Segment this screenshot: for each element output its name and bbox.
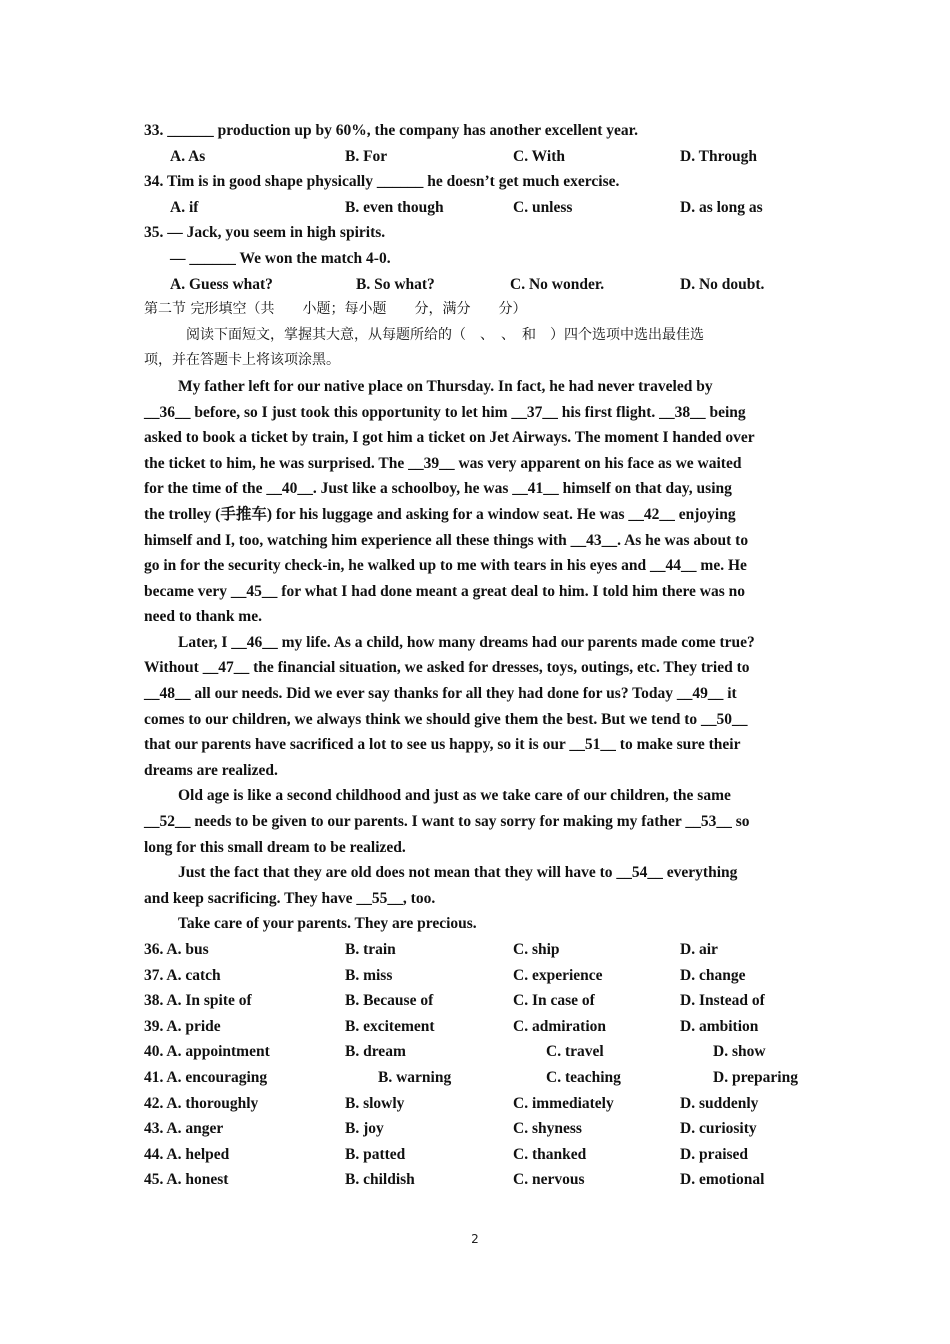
option-d: D. preparing [713, 1068, 798, 1086]
passage-line: for the time of the __40__. Just like a schoolboy, he was __41__ himself on that day, using [144, 480, 732, 498]
passage-line: the ticket to him, he was surprised. The __39__ was very apparent on his face as we waited [144, 454, 742, 472]
option-c: C. unless [513, 198, 573, 216]
option-d: D. ambition [680, 1017, 759, 1035]
option-c: C. thanked [513, 1145, 587, 1163]
passage-line: comes to our children, we always think we should give them the best. But we tend to __50__ [144, 710, 748, 728]
option-a: 38. A. In spite of [144, 992, 252, 1010]
passage-line: Just the fact that they are old does not mean that they will have to __54__ everything [178, 864, 738, 882]
question-35-reply: — ______ We won the match 4-0. [170, 249, 391, 267]
option-d: D. No doubt. [680, 275, 765, 293]
option-c: C. immediately [513, 1094, 614, 1112]
question-35-stem: 35. — Jack, you seem in high spirits. [144, 224, 386, 242]
option-a: 39. A. pride [144, 1017, 221, 1035]
option-b: B. For [345, 147, 388, 165]
option-b: B. joy [345, 1120, 384, 1138]
cloze-options-44 [144, 1142, 814, 1168]
passage-line: himself and I, too, watching him experience all these things with __43__. As he was about to [144, 531, 749, 549]
option-c: C. experience [513, 966, 603, 984]
question-35-options [144, 272, 814, 298]
passage-line: asked to book a ticket by train, I got him a ticket on Jet Airways. The moment I handed over [144, 429, 755, 447]
option-a: 43. A. anger [144, 1120, 224, 1138]
passage-line: __52__ needs to be given to our parents. I want to say sorry for making my father __53__ so [144, 813, 750, 831]
option-d: D. emotional [680, 1171, 765, 1189]
option-b: B. even though [345, 198, 444, 216]
passage-line: My father left for our native place on Thursday. In fact, he had never traveled by [178, 377, 713, 395]
question-33-stem: 33. ______ production up by 60%, the company has another excellent year. [144, 122, 639, 139]
cloze-options-40 [144, 1039, 814, 1065]
passage-line: Old age is like a second childhood and just as we take care of our children, the same [178, 787, 731, 805]
option-d: D. Through [680, 147, 757, 165]
passage-line: need to thank me. [144, 608, 262, 626]
passage-line: go in for the security check-in, he walked up to me with tears in his eyes and __44__ me. He [144, 557, 747, 575]
passage-line: Without __47__ the financial situation, we asked for dresses, toys, outings, etc. They tried to [144, 659, 750, 677]
page-number: 2 [471, 1232, 479, 1246]
option-c: C. nervous [513, 1171, 585, 1189]
option-b: B. So what? [356, 275, 435, 293]
option-c: C. travel [546, 1043, 604, 1061]
option-b: B. slowly [345, 1094, 405, 1112]
option-b: B. warning [378, 1068, 452, 1086]
option-c: C. ship [513, 941, 560, 958]
passage-line: that our parents have sacrificed a lot to see us happy, so it is our __51__ to make sure their [144, 736, 741, 754]
passage-line: dreams are realized. [144, 761, 278, 779]
passage-line: became very __45__ for what I had done meant a great deal to him. I told him there was no [144, 582, 746, 600]
cloze-options-37 [144, 963, 814, 989]
instruction-line-2: 项，并在答题卡上将该项涂黑。 [144, 352, 340, 369]
section-title: 第二节 完形填空（共 小题；每小题 分，满分 分） [144, 301, 527, 318]
option-d: D. show [713, 1043, 766, 1061]
question-34-options [144, 195, 814, 221]
option-a: A. if [170, 198, 199, 216]
option-a: 45. A. honest [144, 1171, 229, 1189]
page-content [144, 118, 814, 1193]
cloze-options-36 [144, 937, 814, 963]
passage-line: the trolley (手推车) for his luggage and asking for a window seat. He was __42__ enjoying [144, 505, 736, 523]
passage-line: and keep sacrificing. They have __55__, too. [144, 889, 436, 907]
option-c: C. admiration [513, 1017, 606, 1035]
passage-line: Take care of your parents. They are precious. [178, 915, 477, 933]
passage-line: Later, I __46__ my life. As a child, how many dreams had our parents made come true? [178, 633, 755, 651]
cloze-options-41 [144, 1065, 814, 1091]
option-b: B. miss [345, 966, 393, 984]
cloze-options-43 [144, 1116, 814, 1142]
passage-line: __36__ before, so I just took this opportunity to let him __37__ his first flight. __38__ being [144, 403, 746, 421]
question-33-options [144, 144, 814, 170]
cloze-options-39 [144, 1014, 814, 1040]
option-c: C. In case of [513, 992, 595, 1010]
option-a: 44. A. helped [144, 1145, 230, 1163]
passage-line: __48__ all our needs. Did we ever say thanks for all they had done for us? Today __49__ it [144, 685, 737, 703]
option-b: B. dream [345, 1043, 406, 1061]
option-d: D. curiosity [680, 1120, 757, 1138]
option-a: 37. A. catch [144, 966, 221, 984]
option-a: 42. A. thoroughly [144, 1094, 259, 1112]
option-d: D. air [680, 941, 718, 958]
instruction-line-1: 阅读下面短文，掌握其大意，从每题所给的（ 、 、 和 ）四个选项中选出最佳选 [186, 326, 704, 343]
option-d: D. suddenly [680, 1094, 759, 1112]
option-c: C. shyness [513, 1120, 582, 1138]
option-d: D. as long as [680, 198, 763, 216]
option-a: A. As [170, 147, 206, 165]
option-b: B. Because of [345, 992, 434, 1010]
option-a: A. Guess what? [170, 275, 273, 293]
cloze-options-45 [144, 1167, 814, 1193]
option-c: C. With [513, 147, 565, 165]
passage-line: long for this small dream to be realized. [144, 838, 406, 856]
option-b: B. patted [345, 1145, 406, 1163]
option-d: D. change [680, 966, 746, 984]
option-d: D. praised [680, 1145, 749, 1163]
option-d: D. Instead of [680, 992, 765, 1010]
option-b: B. childish [345, 1171, 415, 1189]
option-a: 36. A. bus [144, 941, 209, 958]
cloze-options-38 [144, 988, 814, 1014]
option-b: B. train [345, 941, 396, 958]
question-34-stem: 34. Tim is in good shape physically ______ he doesn’t get much exercise. [144, 173, 620, 191]
option-a: 40. A. appointment [144, 1043, 270, 1061]
option-a: 41. A. encouraging [144, 1068, 268, 1086]
option-c: C. No wonder. [510, 275, 605, 293]
option-b: B. excitement [345, 1017, 435, 1035]
option-c: C. teaching [546, 1068, 621, 1086]
cloze-options-42 [144, 1091, 814, 1117]
